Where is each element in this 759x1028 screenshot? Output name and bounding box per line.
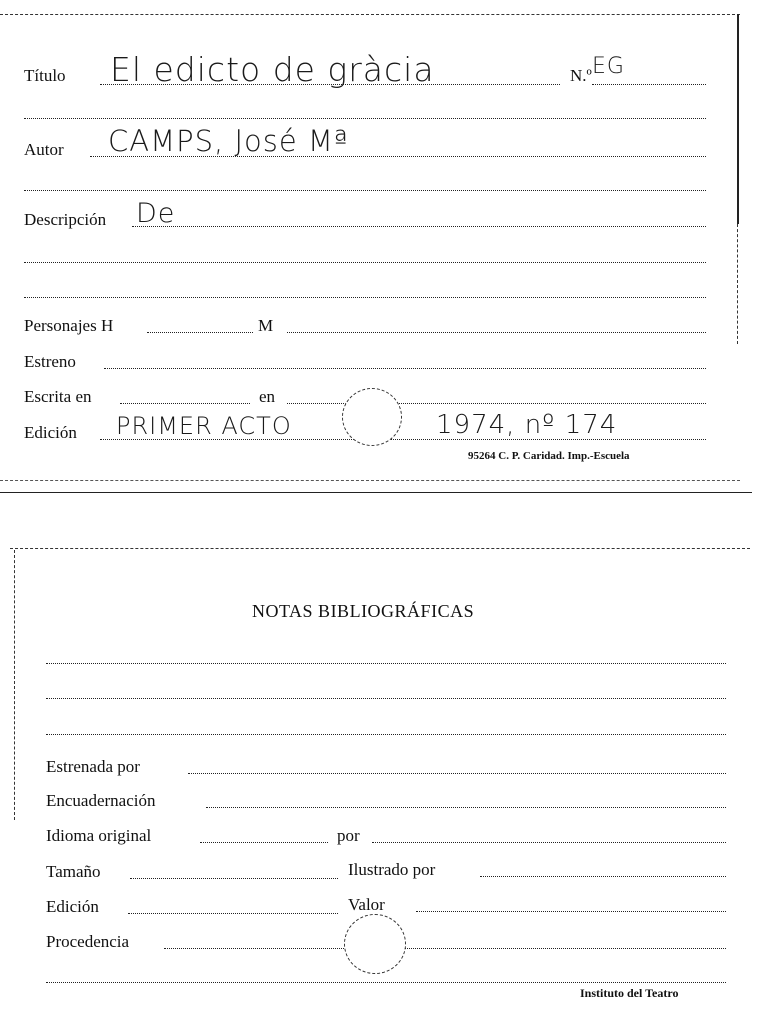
edition-line-back	[128, 913, 338, 914]
notes-line-bottom	[46, 982, 726, 983]
size-line	[130, 878, 338, 879]
blank-line-4	[24, 297, 706, 298]
catalog-card-front	[0, 0, 759, 500]
title-value: El edicto de gràcia	[110, 50, 435, 89]
characters-m-line	[287, 332, 706, 333]
value-line	[416, 911, 726, 912]
blank-line-3	[24, 262, 706, 263]
original-language-label: Idioma original	[46, 826, 152, 845]
description-line	[132, 226, 706, 227]
notes-line-2	[46, 698, 726, 699]
illustrated-by-line	[480, 876, 726, 877]
original-language-line	[200, 842, 328, 843]
by-line	[372, 842, 726, 843]
author-label: Autor	[24, 140, 64, 159]
written-label: Escrita en	[24, 387, 92, 406]
binding-label: Encuadernación	[46, 791, 156, 810]
card-top-edge	[10, 548, 750, 549]
number-label: N.º	[570, 66, 592, 85]
author-value: CAMPS, José Mª	[108, 124, 349, 158]
edition-value-issue: 1974, nº 174	[436, 410, 618, 440]
value-label: Valor	[348, 895, 385, 914]
premiere-label: Estreno	[24, 352, 76, 371]
blank-line-1	[24, 118, 706, 119]
characters-h-line	[147, 332, 253, 333]
edition-value-publication: PRIMER ACTO	[116, 412, 292, 440]
card-top-edge	[0, 14, 740, 15]
premiere-line	[104, 368, 706, 369]
blank-line-2	[24, 190, 706, 191]
institution-footer: Instituto del Teatro	[580, 986, 679, 1000]
written-line	[120, 403, 250, 404]
written-en-label: en	[259, 387, 276, 406]
notes-line-3	[46, 734, 726, 735]
number-line	[592, 84, 706, 85]
title-label: Título	[24, 66, 66, 85]
card-bottom-edge	[0, 480, 740, 481]
by-label: por	[337, 826, 360, 845]
description-value: De	[136, 198, 176, 229]
edition-label: Edición	[24, 423, 77, 442]
provenance-line	[164, 948, 726, 949]
illustrated-by-label: Ilustrado por	[348, 860, 436, 879]
provenance-label: Procedencia	[46, 932, 130, 951]
binding-line	[206, 807, 726, 808]
characters-m-label: M	[258, 316, 274, 335]
printer-imprint: 95264 C. P. Caridad. Imp.-Escuela	[468, 450, 630, 462]
notes-line-1	[46, 663, 726, 664]
card-heading: NOTAS BIBLIOGRÁFICAS	[252, 601, 475, 621]
number-value: EG	[592, 54, 625, 79]
card-right-edge	[737, 14, 739, 224]
card-right-edge-lower	[737, 224, 738, 344]
punch-hole	[344, 914, 406, 974]
size-label: Tamaño	[46, 862, 101, 881]
catalog-card-back	[0, 500, 759, 1028]
punch-hole	[342, 388, 402, 446]
characters-label: Personajes H	[24, 316, 114, 335]
page-separator	[0, 492, 752, 493]
description-label: Descripción	[24, 210, 107, 229]
premiered-by-label: Estrenada por	[46, 757, 140, 776]
edition-label-back: Edición	[46, 897, 99, 916]
premiered-by-line	[188, 773, 726, 774]
card-left-edge	[14, 550, 15, 820]
